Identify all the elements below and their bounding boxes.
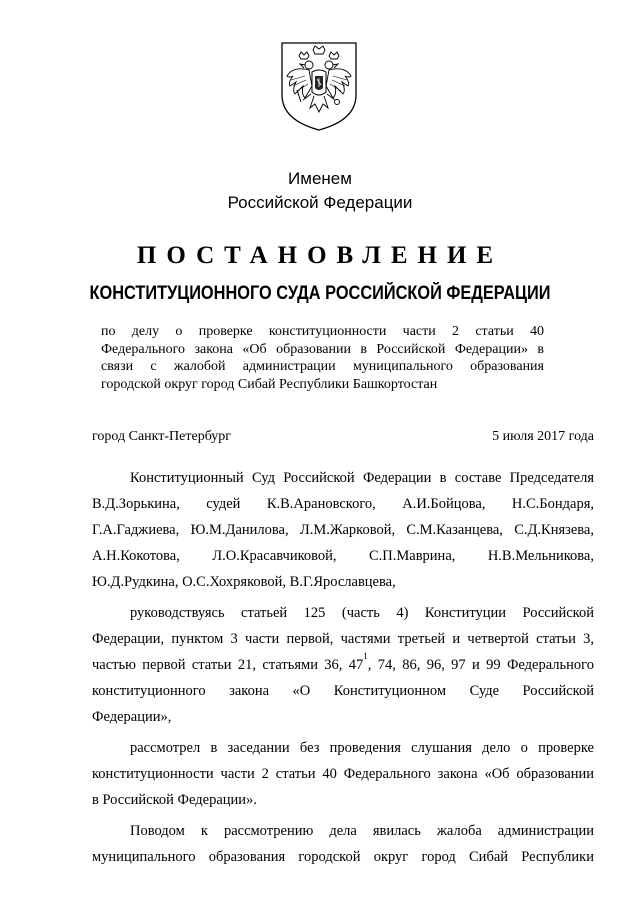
case-subject bbox=[101, 323, 544, 393]
paragraph-reason bbox=[92, 818, 594, 870]
text-line: конституционности части 2 статьи 40 Федерального закона «Об образовании bbox=[92, 766, 594, 782]
federation-line: Российской Федерации bbox=[227, 193, 413, 212]
text-line: Ю.Д.Рудкина, О.С.Хохряковой, В.Г.Ярославцева, bbox=[92, 574, 396, 590]
superscript: 1 bbox=[363, 651, 368, 661]
paragraph-guided-by bbox=[92, 600, 594, 730]
paragraph-considered bbox=[92, 735, 594, 813]
document-title: ПОСТАНОВЛЕНИЕ bbox=[136, 242, 504, 269]
text-span: , 74, 86, 96, 97 и 99 Федерального bbox=[367, 657, 595, 673]
case-subject-line: городской округ город Сибай Республики Башкортостан bbox=[101, 376, 438, 392]
case-subject-line: связи с жалобой администрации муниципального образования bbox=[101, 359, 544, 375]
paragraph-composition bbox=[92, 465, 594, 595]
text-line: Поводом к рассмотрению дела явилась жалоба администрации bbox=[130, 823, 594, 839]
place: город Санкт-Петербург bbox=[92, 429, 232, 444]
text-line: в Российской Федерации». bbox=[92, 792, 257, 808]
text-line bbox=[92, 652, 594, 678]
text-line: Федерации», bbox=[92, 709, 172, 725]
text-line: рассмотрел в заседании без проведения слушания дело о проверке bbox=[130, 740, 594, 756]
case-subject-line: Федерального закона «Об образовании в Российской Федерации» в bbox=[101, 341, 544, 357]
text-line: муниципального образования городской округ город Сибай Республики bbox=[92, 849, 594, 865]
by-name-line: Именем bbox=[288, 169, 352, 188]
court-name: КОНСТИТУЦИОННОГО СУДА РОССИЙСКОЙ ФЕДЕРАЦИИ bbox=[89, 283, 551, 304]
text-line: В.Д.Зорькина, судей К.В.Арановского, А.И.Бойцова, Н.С.Бондаря, bbox=[92, 496, 594, 512]
case-subject-line: по делу о проверке конституционности части 2 статьи 40 bbox=[101, 324, 544, 339]
text-line: А.Н.Кокотова, Л.О.Красавчиковой, С.П.Маврина, Н.В.Мельникова, bbox=[92, 548, 594, 564]
text-line: конституционного закона «О Конституционном Суде Российской bbox=[92, 683, 594, 699]
text-line: руководствуясь статьей 125 (часть 4) Конституции Российской bbox=[130, 605, 594, 621]
text-line: Федерации, пунктом 3 части первой, частями третьей и четвертой статьи 3, bbox=[92, 631, 594, 647]
date: 5 июля 2017 года bbox=[492, 429, 594, 444]
text-line: Конституционный Суд Российской Федерации в составе Председателя bbox=[130, 470, 594, 486]
text-span: частью первой статьи 21, статьями 36, 47 bbox=[92, 657, 364, 673]
coat-of-arms-icon bbox=[279, 40, 359, 133]
text-line: Г.А.Гаджиева, Ю.М.Данилова, Л.М.Жарковой, С.М.Казанцева, С.Д.Князева, bbox=[92, 522, 594, 538]
